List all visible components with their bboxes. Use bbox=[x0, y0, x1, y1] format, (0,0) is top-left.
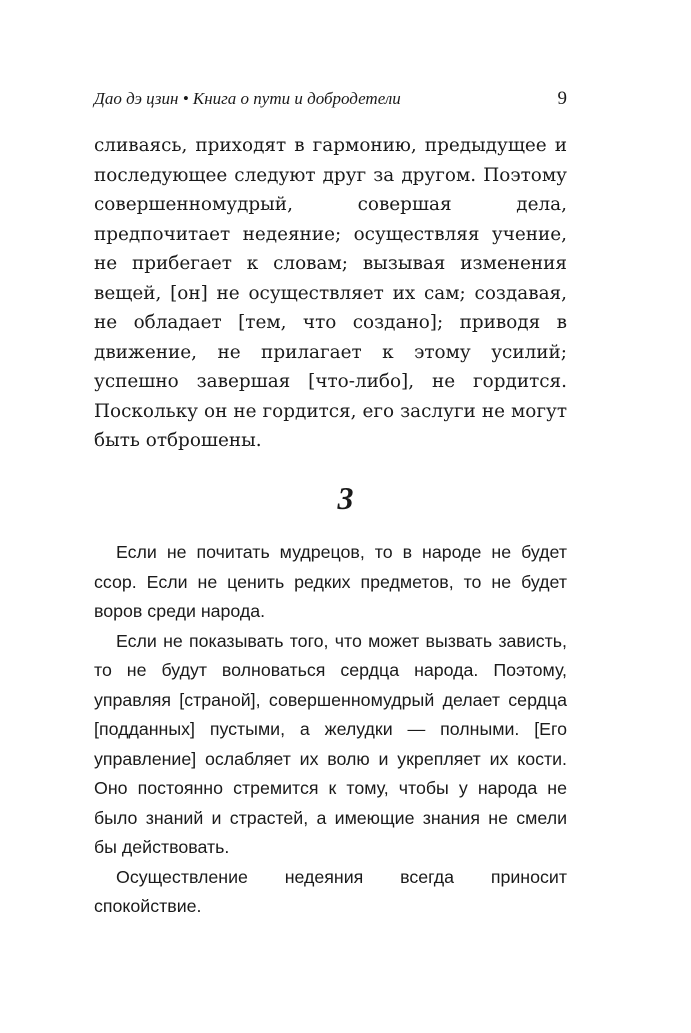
page-number: 9 bbox=[557, 88, 567, 109]
chapter-text bbox=[94, 538, 567, 922]
paragraph: Если не почитать мудрецов, то в народе не будет ссор. Если не ценить редких предметов, то не будет воров среди народа. bbox=[94, 542, 567, 621]
running-title: Дао дэ цзин • Книга о пути и добродетели bbox=[94, 89, 401, 108]
continuation-text bbox=[94, 131, 567, 456]
paragraph: сливаясь, приходят в гармонию, предыдущее и последующее следуют друг за другом. Поэтому совершенномудрый, совершая дела, предпочитает недеяние; осуществляя учение, не прибегает к словам; вызывая изменения вещей, [он] не осуществляет их сам; создавая, не обладает [тем, что создано]; приводя в движение, не прилагает к этому усилий; успешно завершая [что-либо], не гордится. Поскольку он не гордится, его заслуги не могут быть отброшены. bbox=[94, 135, 567, 451]
chapter-heading: 3 bbox=[337, 480, 354, 516]
page-header bbox=[94, 88, 567, 112]
paragraph: Если не показывать того, что может вызвать зависть, то не будут волноваться сердца народа. Поэтому, управляя [страной], совершенномудрый делает сердца [подданных] пустыми, а желудки — полными. [Его управление] ослабляет их волю и укрепляет их кости. Оно постоянно стремится к тому, чтобы у народа не было знаний и страстей, а имеющие знания не смели бы действовать. bbox=[94, 630, 567, 857]
paragraph: Осуществление недеяния всегда приносит спокойствие. bbox=[94, 866, 567, 916]
